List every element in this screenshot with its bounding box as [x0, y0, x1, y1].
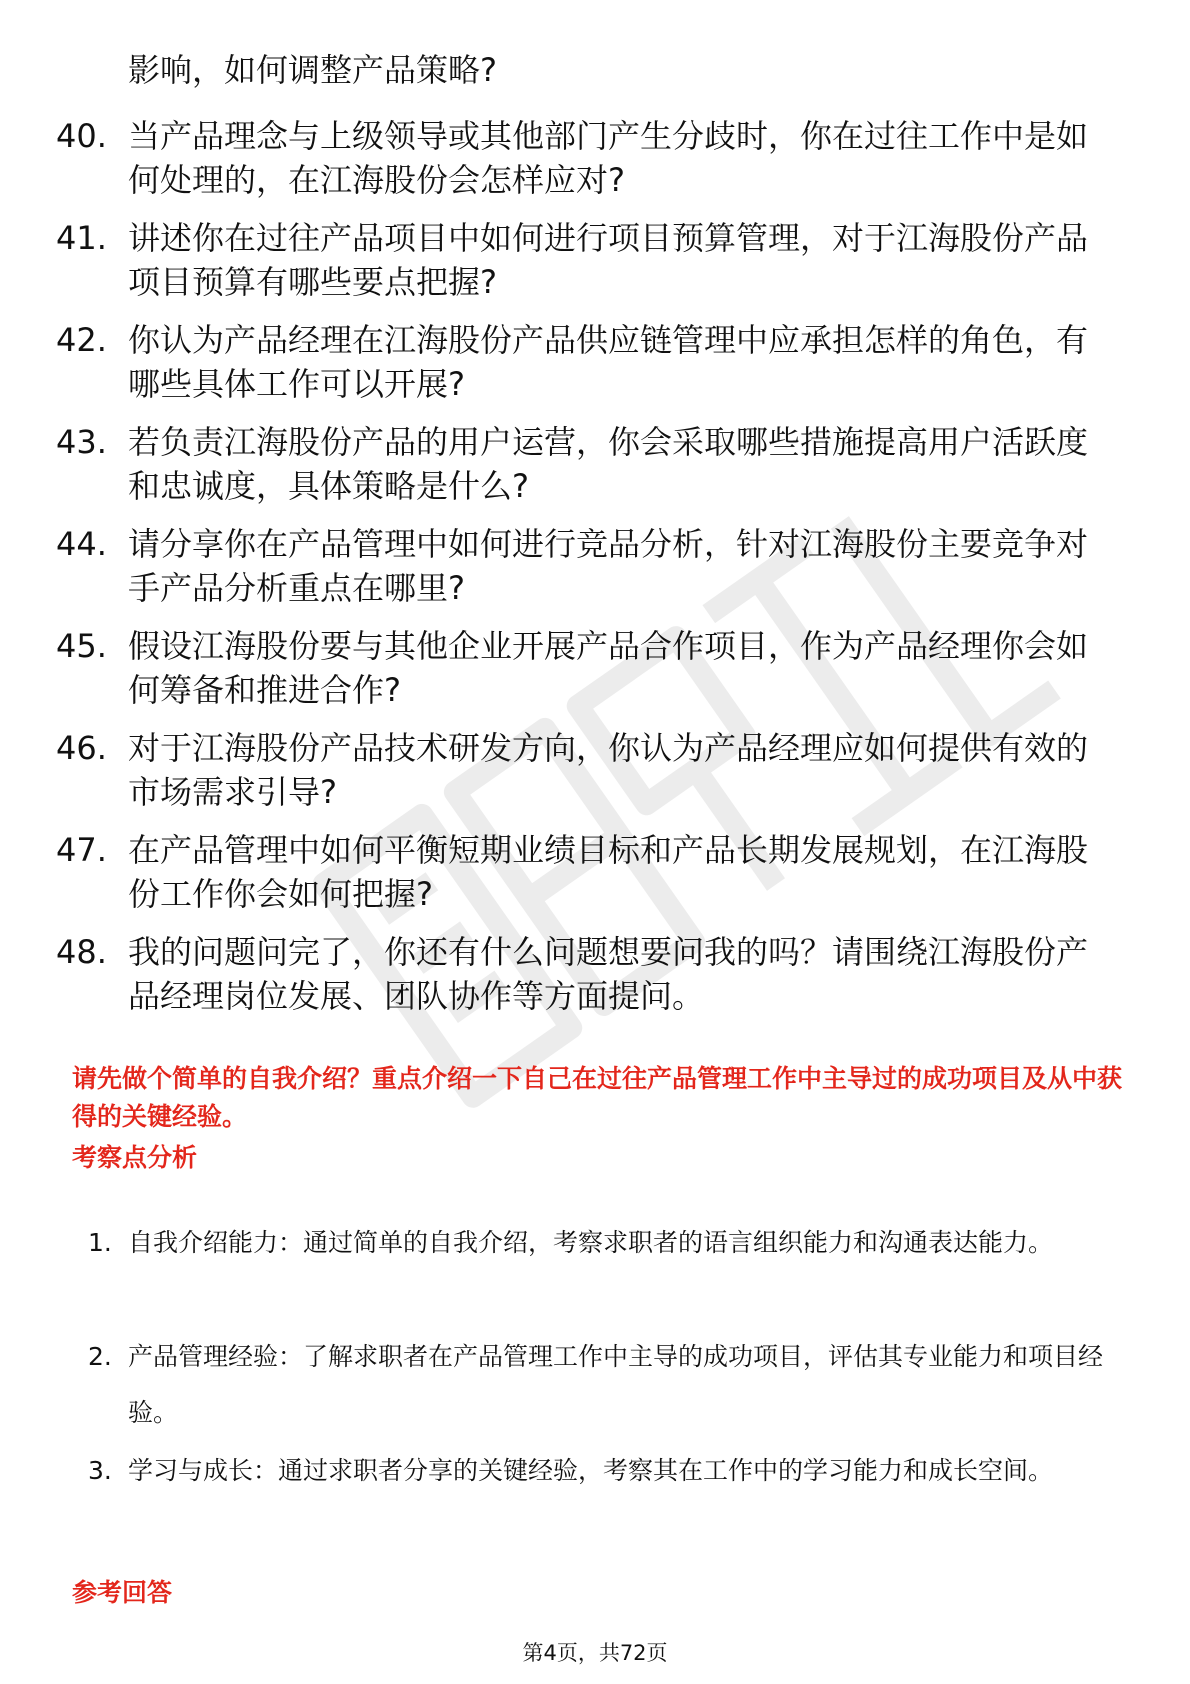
analysis-section-title: 考察点分析: [72, 1143, 198, 1172]
question-text: 讲述你在过往产品项目中如何进行项目预算管理，对于江海股份产品项目预算有哪些要点把握?: [128, 219, 1089, 301]
question-text: 你认为产品经理在江海股份产品供应链管理中应承担怎样的角色，有哪些具体工作可以开展?: [128, 321, 1089, 403]
question-item: [56, 216, 1136, 304]
question-number: 45.: [56, 627, 107, 665]
question-text: 请分享你在产品管理中如何进行竞品分析，针对江海股份主要竞争对手产品分析重点在哪里?: [128, 525, 1089, 607]
question-number: 48.: [56, 933, 107, 971]
analysis-number: 1.: [88, 1228, 112, 1257]
question-item: [56, 828, 1136, 916]
analysis-item: [88, 1443, 1128, 1555]
question-text: 我的问题问完了，你还有什么问题想要问我的吗？请围绕江海股份产品经理岗位发展、团队协作等方面提问。: [128, 933, 1089, 1015]
answer-section-title: 参考回答: [72, 1578, 173, 1607]
question-number: 46.: [56, 729, 107, 767]
question-item: [56, 624, 1136, 712]
question-text: 若负责江海股份产品的用户运营，你会采取哪些措施提高用户活跃度和忠诚度，具体策略是什么?: [128, 423, 1089, 505]
analysis-text: 产品管理经验：了解求职者在产品管理工作中主导的成功项目，评估其专业能力和项目经验。: [128, 1342, 1104, 1427]
question-item: [56, 522, 1136, 610]
question-item: [56, 726, 1136, 814]
question-number: 42.: [56, 321, 107, 359]
analysis-item: [88, 1329, 1128, 1441]
question-text: 在产品管理中如何平衡短期业绩目标和产品长期发展规划，在江海股份工作你会如何把握?: [128, 831, 1089, 913]
question-number: 44.: [56, 525, 107, 563]
analysis-number: 2.: [88, 1342, 112, 1371]
analysis-text: 学习与成长：通过求职者分享的关键经验，考察其在工作中的学习能力和成长空间。: [128, 1456, 1054, 1485]
page-footer: 第4页，共72页: [522, 1641, 668, 1665]
question-item: [56, 318, 1136, 406]
question-text: 当产品理念与上级领导或其他部门产生分歧时，你在过往工作中是如何处理的，在江海股份会怎样应对?: [128, 117, 1089, 199]
analysis-number: 3.: [88, 1456, 112, 1485]
question-continuation: 影响，如何调整产品策略?: [128, 51, 497, 89]
question-list: [56, 114, 1136, 1032]
question-number: 40.: [56, 117, 107, 155]
question-text: 对于江海股份产品技术研发方向，你认为产品经理应如何提供有效的市场需求引导?: [128, 729, 1089, 811]
question-number: 43.: [56, 423, 107, 461]
analysis-text: 自我介绍能力：通过简单的自我介绍，考察求职者的语言组织能力和沟通表达能力。: [128, 1228, 1054, 1257]
highlighted-question: 请先做个简单的自我介绍？重点介绍一下自己在过往产品管理工作中主导过的成功项目及从中获得的关键经验。: [72, 1064, 1123, 1131]
question-item: [56, 930, 1136, 1018]
question-text: 假设江海股份要与其他企业开展产品合作项目，作为产品经理你会如何筹备和推进合作?: [128, 627, 1089, 709]
question-item: [56, 420, 1136, 508]
analysis-item: [88, 1215, 1128, 1327]
analysis-list: [88, 1215, 1128, 1557]
question-number: 41.: [56, 219, 107, 257]
question-item: [56, 114, 1136, 202]
question-number: 47.: [56, 831, 107, 869]
